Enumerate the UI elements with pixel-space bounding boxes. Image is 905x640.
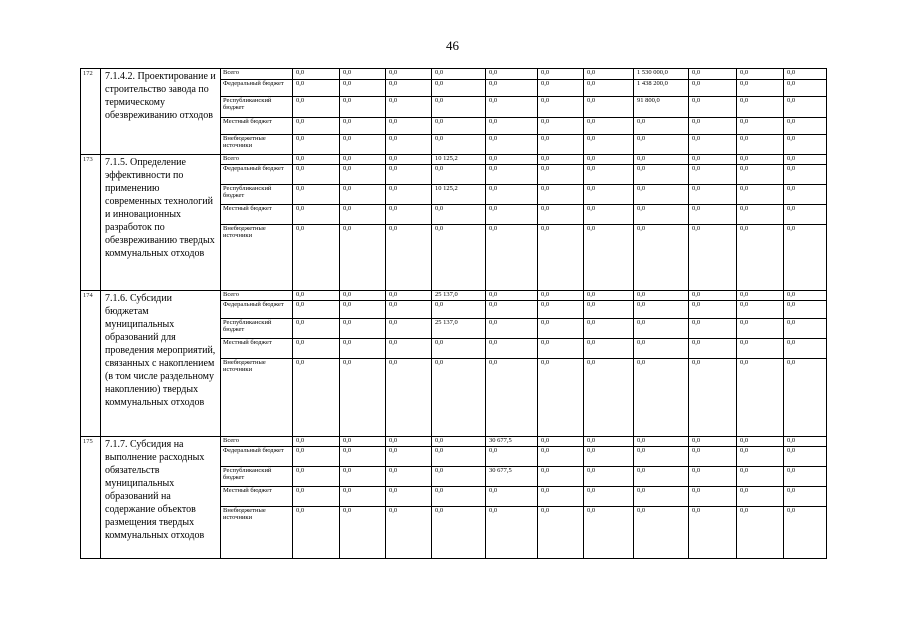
funding-source: Республиканский бюджет	[221, 467, 293, 487]
amount-cell: 0,0	[784, 339, 827, 359]
amount-cell: 0,0	[584, 359, 634, 437]
amount-cell: 0,0	[634, 507, 689, 559]
amount-cell: 0,0	[784, 467, 827, 487]
amount-cell: 0,0	[689, 447, 737, 467]
funding-source: Республиканский бюджет	[221, 97, 293, 118]
amount-cell: 0,0	[386, 135, 432, 155]
amount-cell: 0,0	[689, 185, 737, 205]
amount-cell: 30 677,5	[486, 467, 538, 487]
funding-source: Местный бюджет	[221, 205, 293, 225]
amount-cell: 0,0	[538, 291, 584, 301]
amount-cell: 0,0	[293, 301, 340, 319]
amount-cell: 0,0	[784, 487, 827, 507]
amount-cell: 0,0	[689, 97, 737, 118]
table-row	[81, 155, 827, 165]
amount-cell: 0,0	[737, 80, 784, 97]
amount-cell: 0,0	[634, 301, 689, 319]
amount-cell: 0,0	[584, 185, 634, 205]
funding-source: Местный бюджет	[221, 118, 293, 135]
amount-cell: 0,0	[340, 359, 386, 437]
amount-cell: 0,0	[340, 205, 386, 225]
activity-name: 7.1.4.2. Проектирование и строительство завода по термическому обезвреживанию отходов	[101, 69, 221, 155]
amount-cell: 0,0	[293, 339, 340, 359]
amount-cell: 0,0	[432, 437, 486, 447]
amount-cell: 0,0	[386, 291, 432, 301]
amount-cell: 0,0	[689, 118, 737, 135]
amount-cell: 0,0	[689, 69, 737, 80]
amount-cell: 0,0	[634, 205, 689, 225]
activity-name: 7.1.5. Определение эффективности по применению современных технологий и инновационных разработок по обезвреживанию твердых коммунальных отходов	[101, 155, 221, 291]
amount-cell: 0,0	[486, 205, 538, 225]
funding-source: Местный бюджет	[221, 339, 293, 359]
amount-cell: 0,0	[634, 291, 689, 301]
amount-cell: 0,0	[386, 319, 432, 339]
amount-cell: 0,0	[386, 487, 432, 507]
amount-cell: 0,0	[386, 301, 432, 319]
table-row	[81, 291, 827, 301]
amount-cell: 0,0	[584, 155, 634, 165]
amount-cell: 0,0	[538, 487, 584, 507]
amount-cell: 0,0	[486, 487, 538, 507]
activity-name: 7.1.7. Субсидия на выполнение расходных обязательств муниципальных образований на содержание объектов размещения твердых коммунальных отходов	[101, 437, 221, 559]
amount-cell: 0,0	[689, 437, 737, 447]
amount-cell: 0,0	[293, 205, 340, 225]
amount-cell: 0,0	[634, 487, 689, 507]
amount-cell: 0,0	[538, 359, 584, 437]
amount-cell: 0,0	[634, 447, 689, 467]
amount-cell: 0,0	[634, 467, 689, 487]
amount-cell: 0,0	[432, 467, 486, 487]
amount-cell: 0,0	[737, 69, 784, 80]
amount-cell: 0,0	[293, 80, 340, 97]
amount-cell: 0,0	[386, 359, 432, 437]
amount-cell: 0,0	[486, 301, 538, 319]
amount-cell: 0,0	[386, 80, 432, 97]
amount-cell: 0,0	[340, 467, 386, 487]
amount-cell: 0,0	[340, 80, 386, 97]
amount-cell: 0,0	[538, 467, 584, 487]
amount-cell: 0,0	[432, 69, 486, 80]
amount-cell: 0,0	[340, 507, 386, 559]
amount-cell: 0,0	[293, 359, 340, 437]
amount-cell: 0,0	[784, 301, 827, 319]
amount-cell: 0,0	[689, 467, 737, 487]
amount-cell: 0,0	[486, 225, 538, 291]
amount-cell: 0,0	[689, 319, 737, 339]
amount-cell: 0,0	[432, 80, 486, 97]
funding-source: Республиканский бюджет	[221, 185, 293, 205]
amount-cell: 0,0	[432, 301, 486, 319]
amount-cell: 0,0	[386, 437, 432, 447]
amount-cell: 0,0	[784, 447, 827, 467]
amount-cell: 0,0	[538, 319, 584, 339]
amount-cell: 0,0	[538, 97, 584, 118]
amount-cell: 0,0	[340, 291, 386, 301]
amount-cell: 0,0	[689, 339, 737, 359]
amount-cell: 0,0	[538, 225, 584, 291]
amount-cell: 0,0	[584, 447, 634, 467]
funding-source: Федеральный бюджет	[221, 447, 293, 467]
amount-cell: 0,0	[432, 359, 486, 437]
amount-cell: 0,0	[386, 339, 432, 359]
amount-cell: 0,0	[737, 487, 784, 507]
activity-name: 7.1.6. Субсидии бюджетам муниципальных образований для проведения мероприятий, связанных с накоплением (в том числе раздельному накоплению) твердых коммунальных отходов	[101, 291, 221, 437]
funding-source: Федеральный бюджет	[221, 301, 293, 319]
amount-cell: 0,0	[634, 135, 689, 155]
amount-cell: 0,0	[293, 97, 340, 118]
amount-cell: 1 530 000,0	[634, 69, 689, 80]
amount-cell: 0,0	[538, 155, 584, 165]
amount-cell: 0,0	[486, 319, 538, 339]
amount-cell: 0,0	[486, 97, 538, 118]
amount-cell: 0,0	[293, 155, 340, 165]
amount-cell: 0,0	[293, 487, 340, 507]
amount-cell: 0,0	[538, 447, 584, 467]
amount-cell: 0,0	[293, 225, 340, 291]
amount-cell: 0,0	[293, 507, 340, 559]
amount-cell: 0,0	[486, 118, 538, 135]
amount-cell: 0,0	[340, 118, 386, 135]
amount-cell: 0,0	[486, 507, 538, 559]
funding-source: Внебюджетные источники	[221, 135, 293, 155]
amount-cell: 0,0	[689, 301, 737, 319]
amount-cell: 0,0	[584, 319, 634, 339]
amount-cell: 0,0	[634, 225, 689, 291]
amount-cell: 0,0	[340, 185, 386, 205]
amount-cell: 0,0	[538, 339, 584, 359]
amount-cell: 0,0	[737, 118, 784, 135]
amount-cell: 0,0	[689, 359, 737, 437]
amount-cell: 0,0	[584, 339, 634, 359]
amount-cell: 0,0	[634, 165, 689, 185]
amount-cell: 0,0	[293, 118, 340, 135]
amount-cell: 0,0	[340, 339, 386, 359]
amount-cell: 0,0	[784, 291, 827, 301]
amount-cell: 0,0	[386, 467, 432, 487]
amount-cell: 0,0	[340, 97, 386, 118]
amount-cell: 0,0	[737, 135, 784, 155]
amount-cell: 0,0	[584, 467, 634, 487]
amount-cell: 0,0	[784, 437, 827, 447]
amount-cell: 0,0	[432, 487, 486, 507]
amount-cell: 0,0	[538, 80, 584, 97]
funding-source: Федеральный бюджет	[221, 165, 293, 185]
amount-cell: 0,0	[340, 437, 386, 447]
budget-table	[80, 68, 827, 559]
funding-source: Федеральный бюджет	[221, 80, 293, 97]
amount-cell: 0,0	[689, 80, 737, 97]
amount-cell: 0,0	[784, 80, 827, 97]
amount-cell: 0,0	[538, 205, 584, 225]
amount-cell: 0,0	[340, 301, 386, 319]
amount-cell: 0,0	[634, 437, 689, 447]
amount-cell: 0,0	[584, 80, 634, 97]
amount-cell: 0,0	[784, 155, 827, 165]
amount-cell: 0,0	[386, 155, 432, 165]
amount-cell: 0,0	[689, 291, 737, 301]
amount-cell: 0,0	[432, 97, 486, 118]
amount-cell: 0,0	[293, 437, 340, 447]
funding-source: Всего	[221, 437, 293, 447]
row-number: 175	[81, 437, 101, 559]
amount-cell: 0,0	[340, 69, 386, 80]
amount-cell: 0,0	[293, 319, 340, 339]
funding-source: Всего	[221, 69, 293, 80]
row-number: 173	[81, 155, 101, 291]
amount-cell: 0,0	[584, 487, 634, 507]
amount-cell: 0,0	[737, 205, 784, 225]
amount-cell: 0,0	[584, 205, 634, 225]
table-row	[81, 437, 827, 447]
funding-source: Внебюджетные источники	[221, 359, 293, 437]
amount-cell: 0,0	[386, 447, 432, 467]
amount-cell: 0,0	[486, 339, 538, 359]
amount-cell: 0,0	[293, 69, 340, 80]
amount-cell: 0,0	[584, 301, 634, 319]
amount-cell: 0,0	[634, 118, 689, 135]
amount-cell: 25 137,0	[432, 291, 486, 301]
amount-cell: 0,0	[486, 155, 538, 165]
amount-cell: 0,0	[784, 205, 827, 225]
amount-cell: 0,0	[432, 165, 486, 185]
amount-cell: 0,0	[784, 507, 827, 559]
amount-cell: 0,0	[737, 225, 784, 291]
amount-cell: 25 137,0	[432, 319, 486, 339]
amount-cell: 0,0	[737, 291, 784, 301]
amount-cell: 0,0	[634, 155, 689, 165]
amount-cell: 0,0	[784, 319, 827, 339]
amount-cell: 0,0	[486, 69, 538, 80]
amount-cell: 0,0	[386, 165, 432, 185]
amount-cell: 0,0	[538, 301, 584, 319]
row-number: 172	[81, 69, 101, 155]
amount-cell: 0,0	[486, 80, 538, 97]
amount-cell: 0,0	[432, 507, 486, 559]
amount-cell: 0,0	[293, 165, 340, 185]
amount-cell: 0,0	[538, 165, 584, 185]
amount-cell: 0,0	[634, 185, 689, 205]
funding-source: Всего	[221, 291, 293, 301]
amount-cell: 0,0	[486, 165, 538, 185]
amount-cell: 0,0	[486, 291, 538, 301]
funding-source: Внебюджетные источники	[221, 225, 293, 291]
amount-cell: 0,0	[689, 205, 737, 225]
amount-cell: 0,0	[340, 155, 386, 165]
amount-cell: 0,0	[340, 225, 386, 291]
amount-cell: 0,0	[293, 135, 340, 155]
amount-cell: 0,0	[689, 507, 737, 559]
amount-cell: 0,0	[293, 291, 340, 301]
amount-cell: 0,0	[737, 155, 784, 165]
amount-cell: 0,0	[689, 487, 737, 507]
amount-cell: 0,0	[584, 507, 634, 559]
amount-cell: 0,0	[634, 339, 689, 359]
amount-cell: 0,0	[689, 155, 737, 165]
amount-cell: 0,0	[486, 447, 538, 467]
amount-cell: 30 677,5	[486, 437, 538, 447]
row-number: 174	[81, 291, 101, 437]
amount-cell: 0,0	[538, 69, 584, 80]
funding-source: Внебюджетные источники	[221, 507, 293, 559]
amount-cell: 0,0	[737, 447, 784, 467]
amount-cell: 0,0	[737, 437, 784, 447]
amount-cell: 10 125,2	[432, 155, 486, 165]
amount-cell: 0,0	[784, 118, 827, 135]
amount-cell: 1 438 200,0	[634, 80, 689, 97]
amount-cell: 0,0	[584, 225, 634, 291]
amount-cell: 91 800,0	[634, 97, 689, 118]
amount-cell: 0,0	[689, 225, 737, 291]
amount-cell: 0,0	[432, 118, 486, 135]
amount-cell: 0,0	[340, 135, 386, 155]
amount-cell: 0,0	[784, 69, 827, 80]
amount-cell: 0,0	[538, 185, 584, 205]
amount-cell: 0,0	[432, 205, 486, 225]
amount-cell: 0,0	[784, 359, 827, 437]
amount-cell: 0,0	[432, 447, 486, 467]
amount-cell: 0,0	[737, 359, 784, 437]
amount-cell: 0,0	[737, 185, 784, 205]
amount-cell: 0,0	[737, 507, 784, 559]
amount-cell: 0,0	[634, 359, 689, 437]
amount-cell: 0,0	[584, 118, 634, 135]
amount-cell: 0,0	[737, 467, 784, 487]
amount-cell: 0,0	[386, 225, 432, 291]
amount-cell: 0,0	[538, 507, 584, 559]
amount-cell: 0,0	[386, 69, 432, 80]
amount-cell: 0,0	[737, 339, 784, 359]
amount-cell: 0,0	[584, 135, 634, 155]
amount-cell: 0,0	[689, 165, 737, 185]
amount-cell: 0,0	[432, 225, 486, 291]
funding-source: Местный бюджет	[221, 487, 293, 507]
amount-cell: 0,0	[340, 447, 386, 467]
page-number: 46	[446, 38, 459, 53]
amount-cell: 0,0	[486, 135, 538, 155]
amount-cell: 0,0	[538, 118, 584, 135]
amount-cell: 0,0	[340, 487, 386, 507]
amount-cell: 0,0	[386, 185, 432, 205]
amount-cell: 0,0	[386, 205, 432, 225]
table-row	[81, 69, 827, 80]
amount-cell: 0,0	[737, 301, 784, 319]
amount-cell: 10 125,2	[432, 185, 486, 205]
amount-cell: 0,0	[584, 69, 634, 80]
amount-cell: 0,0	[293, 467, 340, 487]
amount-cell: 0,0	[293, 447, 340, 467]
funding-source: Всего	[221, 155, 293, 165]
amount-cell: 0,0	[584, 165, 634, 185]
amount-cell: 0,0	[689, 135, 737, 155]
amount-cell: 0,0	[584, 437, 634, 447]
amount-cell: 0,0	[784, 135, 827, 155]
amount-cell: 0,0	[386, 97, 432, 118]
amount-cell: 0,0	[784, 97, 827, 118]
amount-cell: 0,0	[386, 118, 432, 135]
amount-cell: 0,0	[340, 165, 386, 185]
amount-cell: 0,0	[584, 291, 634, 301]
amount-cell: 0,0	[432, 339, 486, 359]
amount-cell: 0,0	[584, 97, 634, 118]
amount-cell: 0,0	[486, 185, 538, 205]
amount-cell: 0,0	[737, 319, 784, 339]
amount-cell: 0,0	[386, 507, 432, 559]
amount-cell: 0,0	[737, 97, 784, 118]
amount-cell: 0,0	[432, 135, 486, 155]
amount-cell: 0,0	[486, 359, 538, 437]
amount-cell: 0,0	[538, 437, 584, 447]
amount-cell: 0,0	[340, 319, 386, 339]
funding-source: Республиканский бюджет	[221, 319, 293, 339]
amount-cell: 0,0	[538, 135, 584, 155]
amount-cell: 0,0	[784, 165, 827, 185]
amount-cell: 0,0	[784, 185, 827, 205]
amount-cell: 0,0	[784, 225, 827, 291]
amount-cell: 0,0	[737, 165, 784, 185]
amount-cell: 0,0	[293, 185, 340, 205]
amount-cell: 0,0	[634, 319, 689, 339]
